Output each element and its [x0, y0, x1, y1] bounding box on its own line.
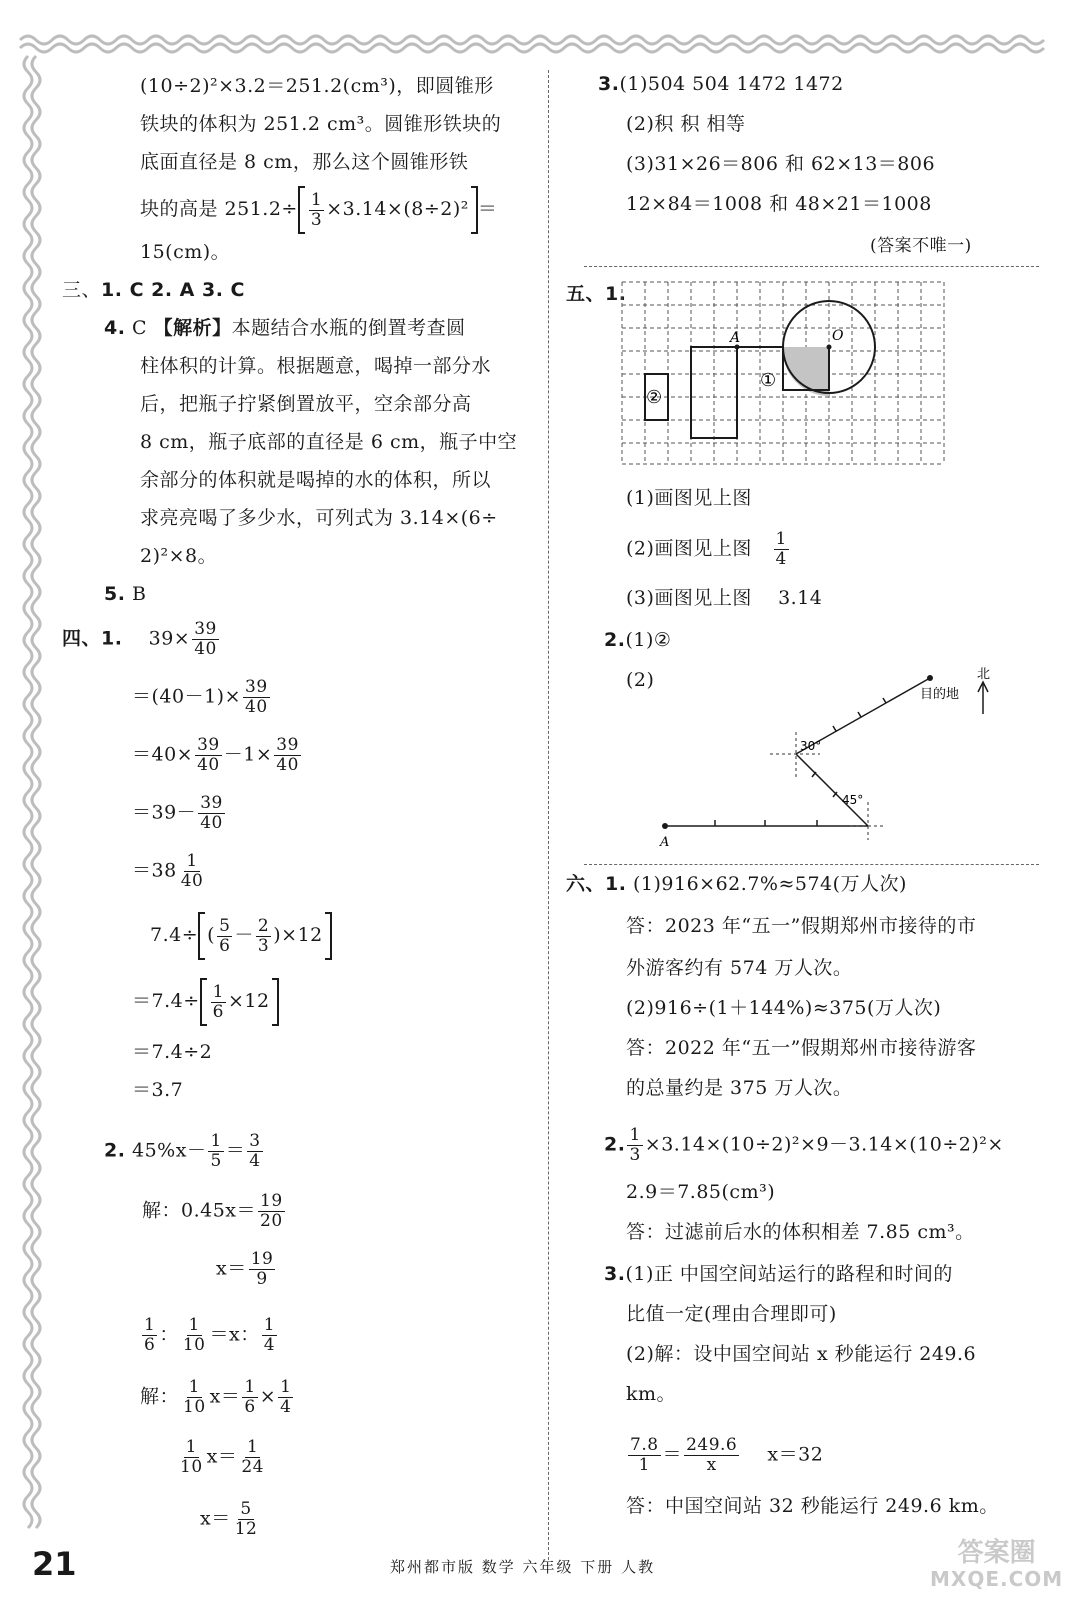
q5-line	[104, 582, 146, 606]
r-s6-q3-line-6: 答：中国空间站 32 秒能运行 249.6 km。	[626, 1495, 999, 1517]
r-s5-q2-line-2: (2)	[626, 669, 655, 691]
section-answers: 1. C 2. A 3. C	[101, 279, 245, 301]
numerator: 1	[263, 1315, 276, 1335]
denominator: 6	[244, 1397, 256, 1417]
text-segment: 本题结合水瓶的倒置考查圆	[231, 317, 466, 339]
fraction	[774, 530, 789, 569]
fraction	[217, 917, 232, 956]
text-segment: ＝38	[132, 859, 177, 882]
r-s5-answer-3	[626, 586, 822, 610]
fraction	[211, 983, 226, 1022]
denominator: 9	[256, 1269, 268, 1289]
r-s6-line-4: (2)916÷(1＋144%)≈375(万人次)	[626, 997, 942, 1019]
fraction	[242, 1378, 257, 1417]
denominator: 24	[241, 1457, 264, 1477]
left-line-1: (10÷2)²×3.2＝251.2(cm³)，即圆锥形	[140, 75, 494, 97]
r-s6-q2-line-3: 答：过滤前后水的体积相差 7.85 cm³。	[626, 1221, 975, 1243]
numerator: 39	[200, 793, 223, 813]
page-number: 21	[32, 1545, 77, 1583]
bracket-left	[298, 186, 305, 234]
destination-label: 目的地	[920, 687, 960, 702]
text-segment: (1)②	[625, 629, 672, 651]
q4-line-6: 求亮亮喝了多少水，可列式为 3.14×(6÷	[140, 507, 498, 529]
numerator: 1	[210, 1131, 222, 1151]
bracket-left	[200, 978, 207, 1026]
text-segment: ＝	[225, 1139, 246, 1162]
denominator: 40	[197, 755, 220, 775]
numerator: 5	[219, 915, 231, 936]
text-segment: x＝	[209, 1385, 241, 1408]
text-segment: )×12	[273, 924, 323, 946]
fraction	[274, 736, 301, 775]
bracket-right	[272, 978, 279, 1026]
section-label: 六、1.	[566, 873, 627, 895]
numerator: 39	[245, 677, 268, 697]
q4-line-2: 柱体积的计算。根据题意，喝掉一部分水	[140, 355, 492, 377]
text-segment: ＝7.4÷	[132, 990, 200, 1012]
text-segment: 7.4÷	[150, 924, 199, 946]
text-segment: 3.14	[778, 587, 823, 609]
numerator: 1	[280, 1377, 292, 1397]
page-footer: 郑州都市版 数学 六年级 下册 人教	[390, 1558, 656, 1576]
denominator: 6	[219, 935, 231, 956]
r-s6-q3-line-3: (2)解：设中国空间站 x 秒能运行 249.6	[626, 1343, 977, 1365]
fraction	[247, 1132, 262, 1171]
denominator: 4	[263, 1335, 276, 1355]
question-number: 5.	[104, 583, 126, 605]
denominator: 1	[638, 1455, 650, 1475]
denominator: 3	[629, 1145, 641, 1165]
fraction	[179, 852, 206, 891]
fraction	[239, 1438, 266, 1477]
r-s6-line-3: 外游客约有 574 万人次。	[626, 957, 853, 979]
answer: B	[132, 583, 147, 605]
q2b-line-4	[200, 1500, 261, 1539]
fraction	[233, 1500, 260, 1539]
point-a	[662, 823, 668, 829]
numerator: 39	[197, 735, 220, 755]
numerator: 39	[276, 735, 299, 755]
denominator: x	[706, 1455, 717, 1475]
text-segment: ＝40×	[132, 743, 194, 766]
label-a: A	[660, 835, 670, 850]
r-s6-q3-line-1	[604, 1262, 953, 1286]
fraction	[258, 1192, 285, 1231]
text-segment: ＝	[662, 1443, 683, 1466]
text-segment: 45%x－	[132, 1139, 207, 1162]
r-s5-q2-line-1	[604, 628, 671, 652]
r-q3-line-1	[598, 72, 844, 96]
left-line-2: 铁块的体积为 251.2 cm³。圆锥形铁块的	[140, 113, 502, 135]
s4-line-8: ＝7.4÷2	[132, 1041, 213, 1063]
numerator: 1	[188, 1377, 200, 1397]
question-number: 3.	[598, 73, 620, 95]
fraction	[181, 1378, 208, 1417]
bracket-right	[325, 912, 332, 960]
r-q3-line-2: (2)积 积 相等	[626, 113, 746, 135]
s4-line-1	[62, 620, 221, 659]
question-number: 2.	[604, 1133, 626, 1156]
text-segment: x＝	[206, 1445, 238, 1468]
r-s6-line-6: 的总量约是 375 万人次。	[626, 1077, 853, 1099]
text-segment: (1)504 504 1472 1472	[619, 73, 844, 95]
text-segment: x＝	[200, 1507, 231, 1530]
fraction	[278, 1378, 293, 1417]
section-label: 三、	[62, 279, 102, 301]
question-number: 2.	[104, 1139, 126, 1162]
question-number: 2.	[604, 629, 626, 651]
r-q3-line-3: (3)31×26＝806 和 62×13＝806	[626, 153, 936, 175]
numerator: 1	[775, 529, 787, 549]
numerator: 5	[240, 1499, 252, 1519]
left-line-3: 底面直径是 8 cm，那么这个圆锥形铁	[140, 151, 469, 173]
r-s6-q2-line-2: 2.9＝7.85(cm³)	[626, 1181, 776, 1203]
numerator: 1	[247, 1437, 259, 1457]
label-o: O	[832, 328, 844, 344]
r-s6-q3-line-4: km。	[626, 1383, 677, 1405]
watermark-url: MXQE.COM	[930, 1567, 1064, 1591]
section-label: 五、1.	[566, 283, 627, 305]
numerator: 19	[250, 1249, 274, 1269]
text-segment: ×3.14×(10÷2)²×9－3.14×(10÷2)²×	[644, 1133, 1004, 1156]
text-segment: x＝	[216, 1257, 247, 1280]
numerator: 19	[260, 1191, 283, 1211]
denominator: 6	[212, 1001, 224, 1022]
text-segment: ：	[159, 1323, 179, 1346]
question-number: 3.	[604, 1263, 626, 1285]
fraction	[684, 1436, 739, 1475]
fraction	[249, 1250, 276, 1289]
q4-line-7: 2)²×8。	[140, 545, 218, 567]
numerator: 1	[186, 851, 198, 871]
text-segment: 块的高是 251.2÷	[140, 198, 298, 220]
q2b-line-3	[176, 1438, 268, 1477]
denominator: 6	[144, 1335, 156, 1355]
angle-30-label: 30°	[800, 739, 822, 753]
q2b-line-2	[140, 1378, 295, 1417]
fraction	[309, 191, 324, 230]
fraction	[256, 917, 271, 956]
numerator: 2	[257, 915, 270, 936]
fraction	[181, 1316, 208, 1355]
text-segment: 39×	[148, 627, 191, 650]
label-two: ②	[646, 387, 663, 408]
q2-line-3	[216, 1250, 277, 1289]
question-number: 4.	[104, 317, 126, 339]
text-segment: (1)916×62.7%≈574(万人次)	[633, 873, 907, 895]
q2b-line-1	[140, 1316, 279, 1355]
numerator: 3	[249, 1131, 261, 1151]
text-segment: ×12	[227, 990, 270, 1012]
bracket-left	[198, 912, 205, 960]
left-line-4	[140, 186, 497, 234]
left-line-5: 15(cm)。	[140, 241, 231, 263]
text-segment: x＝32	[767, 1443, 824, 1466]
s4-line-6	[150, 912, 332, 960]
denominator: 3	[310, 209, 323, 230]
numerator: 1	[629, 1125, 641, 1145]
numerator: 1	[310, 189, 323, 210]
r-s5-answer-2	[626, 530, 791, 569]
text-segment: 解：0.45x＝	[142, 1199, 257, 1222]
section-separator	[584, 266, 1039, 267]
r-s6-line-1	[566, 872, 907, 896]
destination-point	[927, 675, 933, 681]
route-map	[650, 660, 1010, 860]
denominator: 40	[245, 697, 268, 717]
r-s6-q3-line-5	[626, 1436, 823, 1475]
r-s6-line-2: 答：2023 年“五一”假期郑州市接待的市	[626, 915, 977, 937]
text-segment: ×	[259, 1385, 277, 1408]
watermark-title: 答案圈	[957, 1538, 1036, 1568]
r-q3-line-4: 12×84＝1008 和 48×21＝1008	[626, 193, 932, 215]
denominator: 5	[210, 1151, 222, 1171]
angle-45-label: 45°	[842, 793, 864, 807]
analysis-tag: 【解析】	[153, 317, 232, 339]
numerator: 1	[185, 1437, 197, 1457]
q4-line-5: 余部分的体积就是喝掉的水的体积，所以	[140, 469, 492, 491]
section-3	[62, 278, 245, 302]
fraction	[142, 1316, 157, 1355]
s4-line-3	[132, 736, 303, 775]
fraction	[628, 1436, 661, 1475]
s4-line-9: ＝3.7	[132, 1079, 184, 1101]
label-one: ①	[760, 370, 777, 391]
r-q3-note: (答案不唯一)	[870, 236, 972, 256]
text-segment: (2)画图见上图	[626, 537, 752, 560]
text-segment: ×3.14×(8÷2)²	[326, 198, 469, 220]
fraction	[262, 1316, 277, 1355]
denominator: 3	[257, 935, 270, 956]
label-a: A	[730, 330, 741, 346]
numerator: 1	[244, 1377, 256, 1397]
text-segment: 解：	[140, 1385, 180, 1408]
s4-line-7	[132, 978, 279, 1026]
denominator: 40	[200, 813, 223, 833]
fraction	[243, 678, 270, 717]
text-segment: (1)正 中国空间站运行的路程和时间的	[625, 1263, 953, 1285]
denominator: 40	[180, 871, 204, 891]
s4-line-2	[132, 678, 272, 717]
fraction	[192, 620, 219, 659]
fraction	[208, 1132, 223, 1171]
r-s5-answer-1: (1)画图见上图	[626, 487, 752, 509]
q2-line-2	[142, 1192, 287, 1231]
fraction	[627, 1126, 642, 1165]
q4-line-1	[104, 316, 466, 340]
column-divider	[548, 70, 549, 1560]
fraction	[198, 794, 225, 833]
denominator: 4	[280, 1397, 292, 1417]
denominator: 10	[182, 1335, 206, 1355]
fraction	[178, 1438, 205, 1477]
north-label: 北	[977, 667, 991, 682]
denominator: 40	[276, 755, 299, 775]
q4-line-3: 后，把瓶子拧紧倒置放平，空余部分高	[140, 393, 472, 415]
text-segment: ＝39－	[132, 801, 197, 824]
text-segment: ＝	[477, 198, 498, 220]
denominator: 12	[234, 1519, 258, 1539]
s4-line-5	[132, 852, 207, 891]
denominator: 4	[775, 549, 787, 569]
denominator: 20	[260, 1211, 283, 1231]
s4-line-4	[132, 794, 227, 833]
watermark	[930, 1540, 1063, 1592]
section-separator	[584, 864, 1039, 865]
r-s6-line-5: 答：2022 年“五一”假期郑州市接待游客	[626, 1037, 977, 1059]
text-segment: C	[132, 317, 154, 339]
denominator: 10	[180, 1457, 203, 1477]
text-segment: (	[207, 924, 216, 946]
numerator: 1	[188, 1315, 200, 1335]
numerator: 1	[212, 981, 224, 1002]
r-s6-q3-line-2: 比值一定(理由合理即可)	[626, 1303, 837, 1325]
bracket-right	[471, 186, 478, 234]
denominator: 40	[194, 639, 217, 659]
text-segment: (3)画图见上图	[626, 587, 752, 609]
r-s6-q2-line-1	[604, 1126, 1004, 1165]
denominator: 10	[183, 1397, 206, 1417]
denominator: 4	[249, 1151, 261, 1171]
text-segment: ＝x：	[209, 1323, 260, 1346]
text-segment: －	[234, 924, 254, 946]
section-label: 四、1.	[62, 627, 123, 650]
grid-figure	[618, 278, 950, 468]
q2-line-1	[104, 1132, 265, 1171]
q4-line-4: 8 cm，瓶子底部的直径是 6 cm，瓶子中空	[140, 431, 518, 453]
route-segment-2	[796, 754, 868, 826]
numerator: 1	[144, 1315, 156, 1335]
text-segment: －1×	[223, 743, 273, 766]
numerator: 249.6	[686, 1435, 738, 1455]
numerator: 7.8	[630, 1435, 659, 1455]
fraction	[195, 736, 222, 775]
text-segment: ＝(40－1)×	[132, 685, 242, 708]
numerator: 39	[194, 619, 217, 639]
